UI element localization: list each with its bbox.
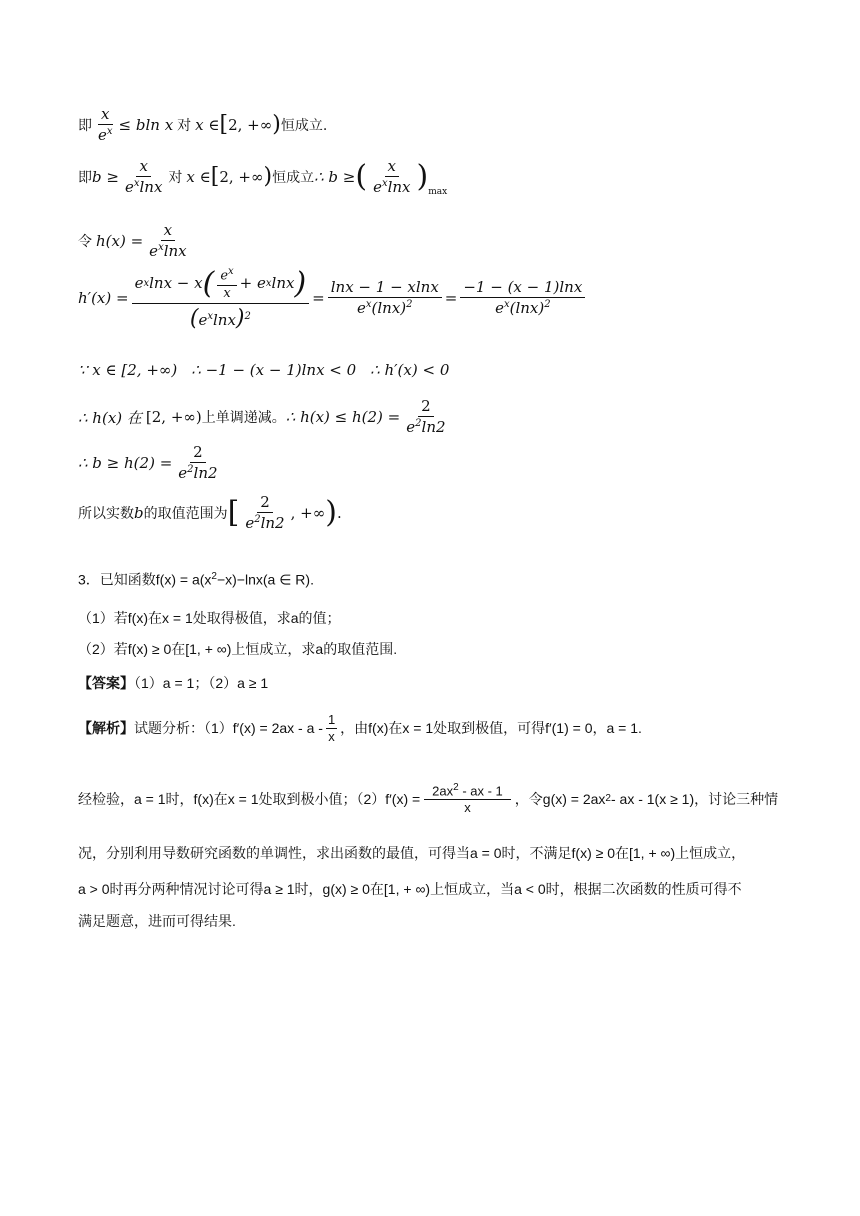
fraction: $\frac{x}{e^x\ln x}$	[373, 157, 411, 197]
numerator: x	[98, 106, 112, 125]
inequality: ∴ h(x) ≤ h(2) =	[285, 408, 401, 427]
analysis-line-3: 况，分别利用导数研究函数的单调性，求出函数的最值，可得当a = 0时，不满足f(x) ≥ 0在[1, + ∞)上恒成立，	[78, 845, 746, 861]
analysis-line-5: 满足题意，进而可得结果.	[78, 913, 236, 929]
analysis-line-4: a > 0时再分两种情况讨论可得a ≥ 1时，g(x) ≥ 0在[1, + ∞)上恒成立，当a < 0时，根据二次函数的性质可得不	[78, 881, 742, 897]
text: 所以实数	[78, 506, 134, 523]
text: 恒成立.	[280, 118, 328, 135]
solution-line-2: 即 b ≥ $\frac{x}{e^x\ln x}$ 对 x ∈ [ 2, +∞ ) 恒成立 ∴ b ≥ ( $\frac{x}{e^x\ln x}$ ) max	[78, 157, 448, 197]
var: x ∈	[186, 168, 211, 187]
equals: =	[312, 289, 325, 308]
fraction: $\frac{x}{e^x\ln x}$	[124, 157, 163, 197]
interval: 2, +∞	[219, 168, 264, 187]
question-3-part-2: （2）若f(x) ≥ 0在[1, + ∞)上恒成立，求a的取值范围.	[78, 641, 398, 657]
question-3-part-1: （1）若f(x)在x = 1处取得极值，求a的值；	[78, 610, 341, 626]
solution-line-4	[78, 266, 588, 330]
answer-text: （1）a = 1；（2）a ≥ 1	[134, 675, 269, 691]
solution-line-6	[78, 398, 452, 437]
therefore: ∴ h′(x) < 0	[370, 361, 450, 379]
equals: =	[444, 289, 458, 308]
relation: ≤ bln x	[118, 116, 174, 135]
text: 对	[168, 170, 183, 187]
therefore: ∴ b ≥	[314, 168, 356, 187]
fraction: $\frac{2ax^2 - ax - 1}{x}$	[424, 782, 511, 816]
subscript-max: max	[428, 186, 448, 197]
because: ∵ x ∈ [2, +∞)	[78, 361, 178, 379]
fraction-b: $\frac{\ln x - 1 - xlnx}{e^x(\ln x)^2}$	[328, 279, 442, 318]
text: 上单调递减。	[201, 410, 286, 427]
interval-end: , +∞	[290, 504, 326, 523]
answer-label: 【答案】	[78, 675, 134, 691]
fraction: $\frac{x}{e^x\ln x}$	[149, 221, 187, 261]
text: 对	[177, 118, 192, 135]
solution-line-8: 所以实数 b 的取值范围为 [ $\frac{2}{e^2\ln 2}$ , +∞ ) .	[78, 493, 342, 533]
relation: b ≥	[92, 168, 119, 187]
denominator: $e^x$	[98, 126, 113, 145]
analysis-line-1: 【解析】 试题分析：（1）f′(x) = 2ax - a - $\frac{1}{x}$ ，由f(x)在x = 1处取到极值，可得f′(1) = 0，a = 1.	[78, 712, 642, 744]
text: 恒成立	[272, 170, 315, 187]
var: b	[134, 504, 144, 523]
question-3-stem: 3．已知函数$f(x) = a(x^2-x)-\ln x(a$ ∈ R).	[78, 571, 314, 588]
fraction: $\frac{2}{e^2\ln 2}$	[245, 493, 285, 533]
text: 即	[78, 118, 92, 135]
solution-line-1: 即 $\frac{x}{e^x}$ ≤ bln x 对 x ∈ [ 2, +∞ ) 恒成立.	[78, 105, 328, 145]
text: 令	[78, 234, 92, 251]
text: ∴ h(x) 在	[78, 408, 142, 427]
var: x ∈	[195, 116, 220, 135]
text: 的取值范围为	[143, 506, 228, 523]
text: 即	[78, 170, 92, 187]
interval: 2, +∞	[228, 116, 273, 135]
solution-line-5	[78, 361, 449, 379]
analysis-label: 【解析】	[78, 720, 134, 737]
therefore: ∴ −1 − (x − 1)lnx < 0	[191, 361, 357, 379]
inequality: ∴ b ≥ h(2) =	[78, 454, 173, 473]
fraction-a: e x lnx − x ( $\frac{e^x}{x}$ + e x lnx ) $(e^x\ln x)^2$	[132, 266, 310, 330]
solution-line-7	[78, 444, 224, 483]
fraction: $\frac{2}{e^2\ln 2}$	[406, 397, 446, 437]
answer-line	[78, 668, 784, 698]
analysis-line-2: 经检验，a = 1时，f(x)在x = 1处取到极小值；（2）f′(x) = $\frac{2ax^2 - ax - 1}{x}$ ，令g(x) = 2ax 2 - ax - 1(x ≥ 1)，讨论三种情	[78, 782, 779, 815]
interval: [2, +∞)	[145, 408, 202, 427]
function-def: h(x) =	[96, 232, 144, 251]
derivative: h′(x) =	[78, 289, 129, 308]
fraction: $\frac{1}{x}$	[327, 712, 336, 744]
fraction-c: $\frac{-1 - (x - 1)\ln x}{e^x(\ln x)^2}$	[460, 279, 585, 318]
fraction: $\frac{2}{e^2\ln 2}$	[178, 443, 218, 483]
fraction	[95, 106, 116, 145]
solution-line-3	[78, 222, 193, 261]
